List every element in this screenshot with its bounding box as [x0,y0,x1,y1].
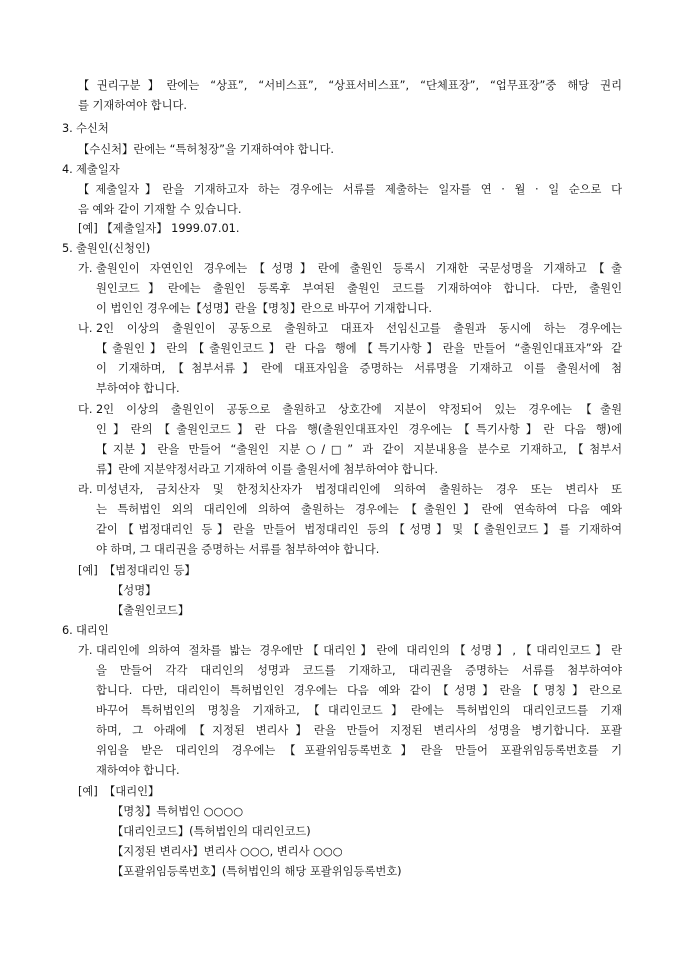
item-line: 재하여야 합니다. [96,764,180,777]
item-line: 대리인에 의하여 절차를 밟는 경우에만【대리인】란에 대리인의【성명】,【대리인코드】란 [96,644,622,657]
item-marker: 가. [78,262,93,275]
item-line: 을 만들어 각각 대리인의 성명과 코드를 기재하고, 대리권을 증명하는 서류를 첨부하여야 [96,664,622,677]
intro-line: 를 기재하여야 합니다. [78,99,187,112]
item-line: 바꾸어 특허법인의 명칭을 기재하고,【대리인코드】란에는 특허법인의 대리인코드를 기재 [96,704,622,717]
example-line: 【대리인】 [104,785,160,798]
item-marker: 다. [78,403,93,416]
item-line: 【지분】란을 만들어 “출원인 지분○/□” 과 같이 지분내용을 분수로 기재하고,【첨부서 [96,443,622,456]
item-line: 출원인이 자연인인 경우에는【성명】란에 출원인 등록시 기재한 국문성명을 기재하고【출 [96,262,622,275]
item-line: 이 기재하며,【첨부서류】란에 대표자임을 증명하는 서류명을 기재하고 이를 출원서에 첨 [96,362,622,375]
example-line: 【명칭】특허법인 ○○○○ [112,805,244,818]
item-line: 인】란의【출원인코드】란 다음 행(출원인대표자인 경우에는【특기사항】란 다음 행)에 [96,423,622,436]
item-line: 2인 이상의 출원인이 공동으로 출원하고 대표자 선임신고를 출원과 동시에 하는 경우에는 [96,322,622,335]
section-number: 3. [62,122,73,135]
item-marker: 가. [78,644,93,657]
section-number: 4. [62,163,73,176]
item-line: 원인코드】란에는 출원인 등록후 부여된 출원인 코드를 기재하여야 합니다. 다만, 출원인 [96,282,622,295]
section-text: 【수신처】란에는 “특허청장”을 기재하여야 합니다. [78,143,335,156]
item-marker: 라. [78,483,93,496]
section-text: 음 예와 같이 기재할 수 있습니다. [78,203,242,216]
intro-line: 【권리구분】란에는 “상표”, “서비스표”, “상표서비스표”, “단체표장”, “업무표장”중 해당 권리 [78,79,622,92]
item-line: 같이【법정대리인 등】란을 만들어 법정대리인 등의【성명】및【출원인코드】를 기재하여 [96,523,622,536]
section-title: 제출일자 [76,163,120,176]
section-title: 대리인 [76,624,109,637]
example-line: 【성명】 [112,584,157,597]
section-title: 출원인(신청인) [76,242,151,255]
section-title: 수신처 [76,122,109,135]
example-text: [예] 【제출일자】 1999.07.01. [78,222,240,235]
item-line: 부하여야 합니다. [96,382,180,395]
example-line: 【법정대리인 등】 [104,564,196,577]
example-label: [예] [78,785,98,798]
item-line: 위임을 받은 대리인의 경우에는【포괄위임등록번호】란을 만들어 포괄위임등록번호를 기 [96,744,622,757]
item-line: 【출원인】란의【출원인코드】란 다음 행에【특기사항】란을 만들어 “출원인대표자”와 같 [96,342,622,355]
item-marker: 나. [78,322,93,335]
item-line: 합니다. 다만, 대리인이 특허법인인 경우에는 다음 예와 같이【성명】란을【명칭】란으로 [96,684,622,697]
section-text: 【제출일자】란을 기재하고자 하는 경우에는 서류를 제출하는 일자를 연 · 월 · 일 순으로 다 [78,183,622,196]
example-line: 【지정된 변리사】변리사 ○○○, 변리사 ○○○ [112,845,343,858]
example-label: [예] [78,564,98,577]
item-line: 야 하며, 그 대리권을 증명하는 서류를 첨부하여야 합니다. [96,543,380,556]
item-line: 는 특허법인 외의 대리인에 의하여 출원하는 경우에는【출원인】란에 연속하여 다음 예와 [96,503,622,516]
example-line: 【출원인코드】 [112,604,190,617]
item-line: 2인 이상의 출원인이 공동으로 출원하고 상호간에 지분이 약정되어 있는 경우에는【출원 [96,403,622,416]
item-line: 미성년자, 금치산자 및 한정치산자가 법정대리인에 의하여 출원하는 경우 또는 변리사 또 [96,483,622,496]
item-line: 하며, 그 아래에【지정된 변리사】란을 만들어 지정된 변리사의 성명을 병기합니다. 포괄 [96,724,622,737]
example-line: 【대리인코드】(특허법인의 대리인코드) [112,825,311,838]
section-number: 5. [62,242,73,255]
example-line: 【포괄위임등록번호】(특허법인의 해당 포괄위임등록번호) [112,865,402,878]
item-line: 이 법인인 경우에는【성명】란을【명칭】란으로 바꾸어 기재합니다. [96,302,432,315]
item-line: 류】란에 지분약정서라고 기재하여 이를 출원서에 첨부하여야 합니다. [96,463,438,476]
section-number: 6. [62,624,73,637]
